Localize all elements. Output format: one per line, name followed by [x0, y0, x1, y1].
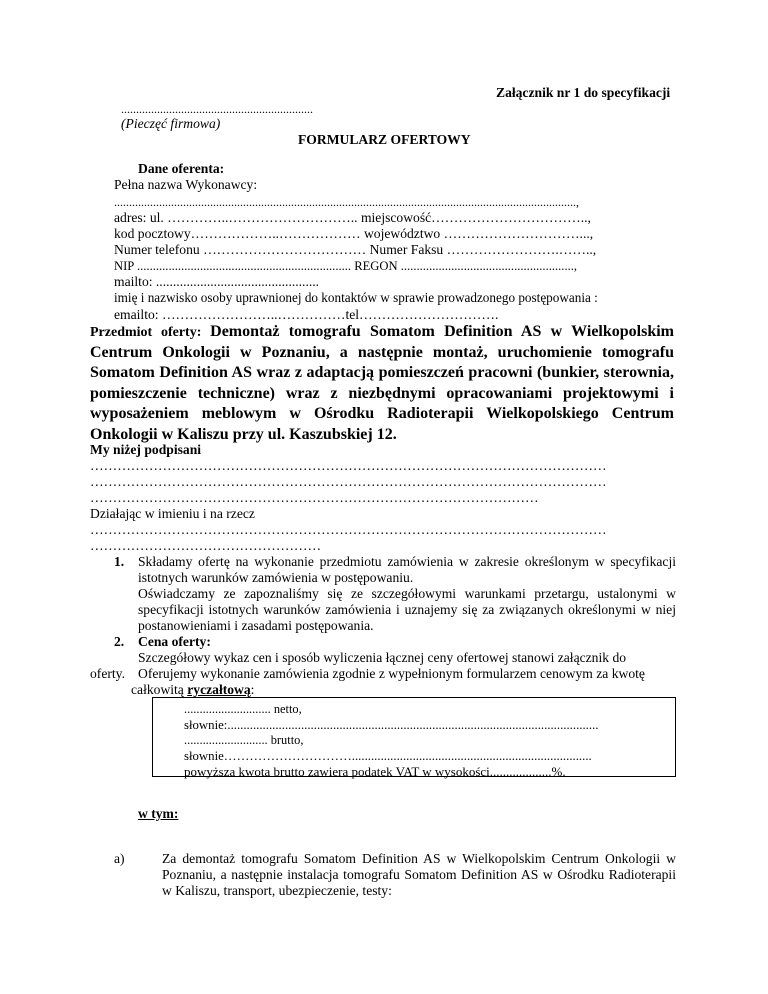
item-1-declaration: Oświadczamy ze zapoznaliśmy się ze szczegółowymi warunkami przetargu, ustalonymi w specyfikacji istotnych warunków zamówienia i uznajemy się za związanych określonymi w niej postanowieniami i zasadami postępowania. — [138, 586, 676, 633]
stamp-label: (Pieczęć firmowa) — [121, 116, 221, 131]
bidder-line: mailto: ................................................ — [114, 274, 320, 289]
bidder-line: kod pocztowy………………..……………… województwo …………………………..., — [114, 226, 594, 241]
item-2-heading: Cena oferty: — [138, 634, 211, 649]
offer-subject-title-rest: Centrum Onkologii w Poznaniu, a następnie montaż, uruchomienie tomografu Somatom Definition AS wraz z adaptacją pomieszczeń pracowni (bunkier, sterownia, pomieszczenie techniczne) wraz z niezbędnymi opracowaniami projektowymi i wyposażeniem meblowym w Ośrodku Radioterapii Wielkopolskiego Centrum Onkologii w Kaliszu przy ul. Kaszubskiej 12. — [90, 343, 674, 443]
lump-sum-label: ryczałtową — [187, 682, 251, 697]
offer-subject-title: Demontaż tomografu Somatom Definition AS w Wielkopolskim — [210, 323, 675, 340]
vat-field[interactable]: powyższa kwota brutto zawiera podatek VAT w wysokości...................%. — [184, 764, 566, 779]
item-2-text-cont: oferty. — [90, 666, 125, 681]
price-box — [152, 697, 676, 777]
breakdown-heading: w tym: — [138, 806, 179, 821]
bidder-line: Pełna nazwa Wykonawcy: — [114, 177, 258, 192]
item-2-text: Szczegółowy wykaz cen i sposób wyliczenia łącznej ceny ofertowej stanowi załącznik do — [138, 650, 627, 665]
net-amount-field[interactable]: ............................ netto, — [184, 702, 302, 716]
offer-subject — [90, 322, 674, 445]
item-1-number: 1. — [114, 554, 125, 569]
offer-line-2-prefix: całkowitą — [131, 682, 188, 697]
acting-on-behalf: Działając w imieniu i na rzecz — [90, 506, 255, 521]
net-in-words-field[interactable]: słownie:.................................................................................................................... — [184, 717, 599, 732]
offer-line-2 — [131, 682, 254, 698]
bidder-line: adres: ul. …………..……………………….. miejscowość…………………………….., — [114, 210, 591, 225]
item-a-label: a) — [114, 851, 125, 866]
dotted-line: ……………………………………………………………………………………… — [90, 490, 539, 505]
item-1-text: Składamy ofertę na wykonanie przedmiotu zamówienia w zakresie określonym w specyfikacji istotnych warunków zamówienia w postępowaniu. — [138, 554, 676, 585]
signatories-heading: My niżej podpisani — [90, 442, 202, 457]
gross-amount-field[interactable]: ........................... brutto, — [184, 733, 304, 747]
item-a-text: Za demontaż tomografu Somatom Definition AS w Wielkopolskim Centrum Onkologii w Poznaniu, a następnie instalacja tomografu Somatom Definition AS w Ośrodku Radioterapii w Kaliszu, transport, ubezpieczenie, testy: — [162, 851, 676, 898]
offer-subject-label: Przedmiot oferty: — [90, 325, 211, 340]
item-2-number: 2. — [114, 634, 125, 649]
annex-label: Załącznik nr 1 do specyfikacji — [496, 85, 671, 100]
bidder-line: NIP .................................................................... REGON ......................................................., — [114, 259, 578, 273]
bidder-line: .........................................................................................................................................................., — [114, 195, 579, 209]
bidder-line: imię i nazwisko osoby uprawnionej do kontaktów w sprawie prowadzonego postępowania : — [114, 290, 598, 305]
dotted-line: …………………………………………………………………………………………………… — [90, 458, 607, 473]
gross-in-words-field[interactable]: słownie…………………………........................................................................... — [184, 748, 592, 763]
offer-line-2-suffix: : — [250, 682, 255, 697]
dotted-line: …………………………………………………………………………………………………… — [90, 474, 607, 489]
bidder-line: Numer telefonu ……………………………… Numer Faksu …………………….…….., — [114, 242, 597, 257]
form-title: FORMULARZ OFERTOWY — [298, 132, 471, 147]
offer-line: Oferujemy wykonanie zamówienia zgodnie z wypełnionym formularzem cenowym za kwotę — [138, 666, 645, 681]
stamp-placeholder: ................................................................ — [121, 102, 313, 116]
dotted-line: …………………………………………………………………………………………………… — [90, 522, 607, 537]
bidder-heading: Dane oferenta: — [138, 161, 225, 176]
dotted-line: …………………………………………… — [90, 538, 322, 553]
bidder-line: emailto: ……………………..……………tel…………………………. — [114, 307, 499, 322]
